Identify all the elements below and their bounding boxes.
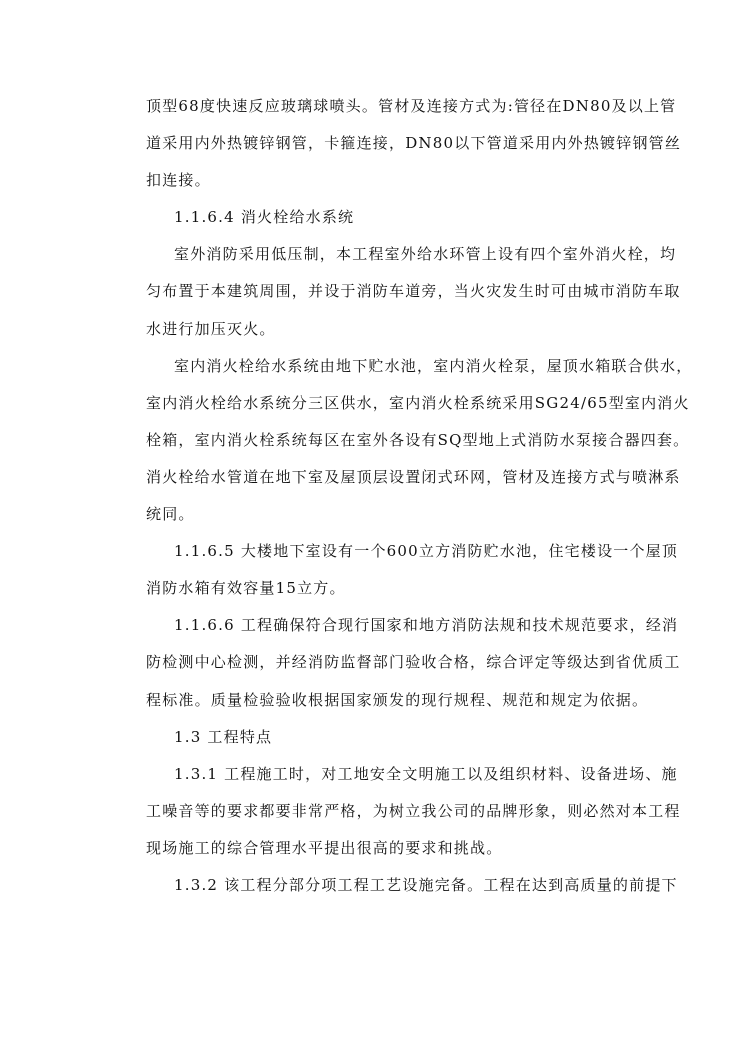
text-line: 室内消火栓给水系统由地下贮水池，室内消火栓泵，屋顶水箱联合供水， [174,356,693,375]
text-line: 水进行加压灭火。 [146,319,276,338]
text-line: 1.3.2 该工程分部分项工程工艺设施完备。工程在达到高质量的前提下 [174,875,678,894]
text-line: 1.1.6.6 工程确保符合现行国家和地方消防法规和技术规范要求，经消 [174,616,679,635]
body-text [146,88,693,904]
text-line: 匀布置于本建筑周围，并设于消防车道旁，当火灾发生时可由城市消防车取 [146,282,681,301]
section-heading-1-3 [146,719,634,756]
text-line: 统同。 [146,505,195,524]
text-line: 现场施工的综合管理水平提出很高的要求和挑战。 [146,838,503,857]
heading-text: 1.3 工程特点 [174,727,273,746]
text-line: 栓箱，室内消火栓系统每区在室外各设有SQ型地上式消防水泵接合器四套。 [146,430,690,449]
text-line: 1.1.6.5 大楼地下室设有一个600立方消防贮水池，住宅楼设一个屋顶 [174,542,679,561]
paragraph-1-3-2 [146,867,678,904]
paragraph-1-1-6-5 [146,533,679,607]
paragraph-1-3-1 [146,756,681,867]
text-line: 室内消火栓给水系统分三区供水，室内消火栓系统采用SG24/65型室内消火 [146,393,690,412]
text-line: 扣连接。 [146,171,211,190]
section-heading-1-1-6-4 [146,199,634,236]
text-line: 防检测中心检测，并经消防监督部门验收合格，综合评定等级达到省优质工 [146,653,681,672]
text-line: 消火栓给水管道在地下室及屋顶层设置闭式环网，管材及连接方式与喷淋系 [146,467,681,486]
paragraph-indoor-fire-hydrant [146,348,693,533]
text-line: 程标准。质量检验验收根据国家颁发的现行规程、规范和规定为依据。 [146,690,649,709]
text-line: 1.3.1 工程施工时，对工地安全文明施工以及组织材料、设备进场、施 [174,764,678,783]
paragraph-sprinkler-materials [146,88,682,199]
paragraph-outdoor-fire-hydrant [146,236,681,347]
text-line: 消防水箱有效容量15立方。 [146,579,346,598]
text-line: 室外消防采用低压制，本工程室外给水环管上设有四个室外消火栓，均 [174,245,677,264]
text-line: 工噪音等的要求都要非常严格，为树立我公司的品牌形象，则必然对本工程 [146,801,681,820]
heading-text: 1.1.6.4 消火栓给水系统 [174,208,355,227]
text-line: 顶型68度快速反应玻璃球喷头。管材及连接方式为:管径在DN80及以上管 [146,97,677,115]
paragraph-1-1-6-6 [146,607,681,718]
text-line: 道采用内外热镀锌钢管，卡箍连接，DN80以下管道采用内外热镀锌钢管丝 [146,134,682,153]
